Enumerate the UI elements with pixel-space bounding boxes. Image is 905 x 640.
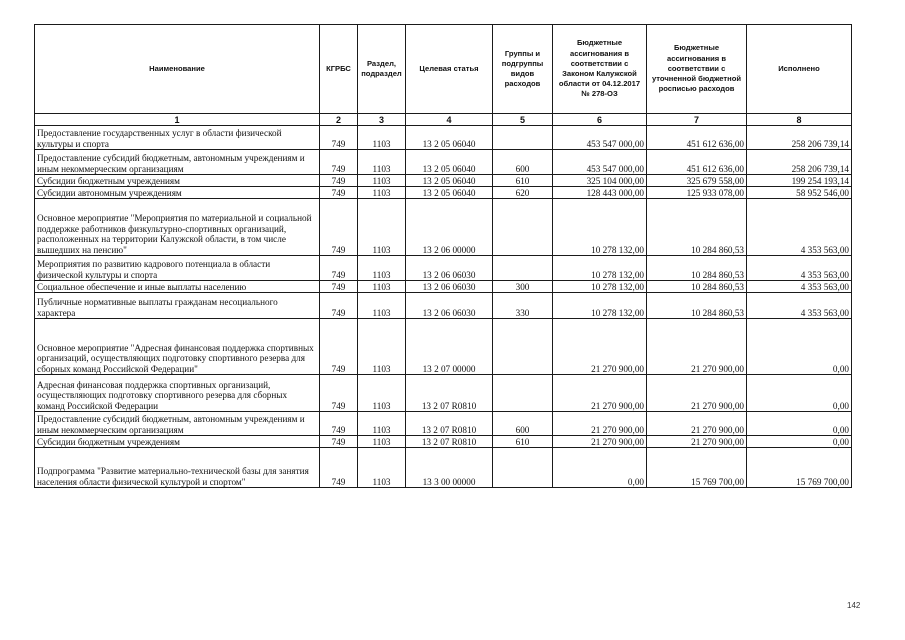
row-target-article: 13 2 06 06030 bbox=[406, 293, 493, 319]
column-number: 1 bbox=[35, 114, 320, 126]
table-row bbox=[35, 412, 852, 436]
row-section: 1103 bbox=[358, 319, 406, 375]
row-executed: 0,00 bbox=[747, 436, 852, 448]
row-executed: 4 353 563,00 bbox=[747, 281, 852, 293]
row-budget-law: 21 270 900,00 bbox=[553, 375, 647, 412]
table-row bbox=[35, 448, 852, 488]
row-expense-group: 610 bbox=[493, 436, 553, 448]
row-budget-law: 10 278 132,00 bbox=[553, 293, 647, 319]
row-budget-refined: 21 270 900,00 bbox=[647, 412, 747, 436]
row-target-article: 13 2 07 R0810 bbox=[406, 436, 493, 448]
row-executed: 4 353 563,00 bbox=[747, 256, 852, 281]
row-kgrbs: 749 bbox=[320, 436, 358, 448]
row-target-article: 13 3 00 00000 bbox=[406, 448, 493, 488]
row-kgrbs: 749 bbox=[320, 175, 358, 187]
row-section: 1103 bbox=[358, 256, 406, 281]
row-kgrbs: 749 bbox=[320, 293, 358, 319]
table-row bbox=[35, 126, 852, 150]
row-expense-group: 600 bbox=[493, 412, 553, 436]
row-kgrbs: 749 bbox=[320, 448, 358, 488]
row-budget-refined: 325 679 558,00 bbox=[647, 175, 747, 187]
table-row bbox=[35, 281, 852, 293]
row-budget-law: 21 270 900,00 bbox=[553, 412, 647, 436]
row-name: Основное мероприятие "Адресная финансовая поддержка спортивных организаций, осуществляющих подготовку спортивного резерва для сборных команд Российской Федерации" bbox=[35, 319, 320, 375]
header-target: Целевая статья bbox=[406, 25, 493, 114]
row-expense-group: 300 bbox=[493, 281, 553, 293]
row-name: Предоставление субсидий бюджетным, автономным учреждениям и иным некоммерческим организациям bbox=[35, 150, 320, 175]
table-row bbox=[35, 187, 852, 199]
header-budget-law: Бюджетные ассигнования в соответствии с Законом Калужской области от 04.12.2017 № 278-ОЗ bbox=[553, 25, 647, 114]
row-section: 1103 bbox=[358, 187, 406, 199]
column-number: 5 bbox=[493, 114, 553, 126]
row-target-article: 13 2 05 06040 bbox=[406, 175, 493, 187]
row-executed: 199 254 193,14 bbox=[747, 175, 852, 187]
row-target-article: 13 2 06 06030 bbox=[406, 256, 493, 281]
row-executed: 15 769 700,00 bbox=[747, 448, 852, 488]
row-name: Публичные нормативные выплаты гражданам несоциального характера bbox=[35, 293, 320, 319]
row-executed: 258 206 739,14 bbox=[747, 126, 852, 150]
row-name: Субсидии автономным учреждениям bbox=[35, 187, 320, 199]
row-section: 1103 bbox=[358, 199, 406, 256]
row-expense-group bbox=[493, 256, 553, 281]
row-target-article: 13 2 07 R0810 bbox=[406, 412, 493, 436]
row-target-article: 13 2 07 00000 bbox=[406, 319, 493, 375]
header-kgrbs: КГРБС bbox=[320, 25, 358, 114]
row-executed: 0,00 bbox=[747, 375, 852, 412]
row-name: Предоставление государственных услуг в области физической культуры и спорта bbox=[35, 126, 320, 150]
table-header-row bbox=[35, 25, 852, 114]
row-budget-law: 128 443 000,00 bbox=[553, 187, 647, 199]
row-name: Социальное обеспечение и иные выплаты населению bbox=[35, 281, 320, 293]
row-kgrbs: 749 bbox=[320, 375, 358, 412]
row-budget-refined: 125 933 078,00 bbox=[647, 187, 747, 199]
row-executed: 0,00 bbox=[747, 319, 852, 375]
row-name: Основное мероприятие "Мероприятия по материальной и социальной поддержке работников физкультурно-спортивных организаций, расположенных на территории Калужской области, в том числе вышедших на пенсию" bbox=[35, 199, 320, 256]
header-name: Наименование bbox=[35, 25, 320, 114]
row-expense-group: 610 bbox=[493, 175, 553, 187]
row-budget-refined: 21 270 900,00 bbox=[647, 319, 747, 375]
row-name: Подпрограмма "Развитие материально-технической базы для занятия населения области физической культурой и спортом" bbox=[35, 448, 320, 488]
table-row bbox=[35, 319, 852, 375]
row-executed: 4 353 563,00 bbox=[747, 293, 852, 319]
row-expense-group bbox=[493, 448, 553, 488]
row-section: 1103 bbox=[358, 150, 406, 175]
row-expense-group bbox=[493, 126, 553, 150]
column-number: 4 bbox=[406, 114, 493, 126]
table-row bbox=[35, 293, 852, 319]
header-budget-refined: Бюджетные ассигнования в соответствии с уточненной бюджетной росписью расходов bbox=[647, 25, 747, 114]
row-expense-group bbox=[493, 199, 553, 256]
row-budget-law: 10 278 132,00 bbox=[553, 256, 647, 281]
column-number: 6 bbox=[553, 114, 647, 126]
header-executed: Исполнено bbox=[747, 25, 852, 114]
row-section: 1103 bbox=[358, 126, 406, 150]
row-executed: 4 353 563,00 bbox=[747, 199, 852, 256]
column-number: 8 bbox=[747, 114, 852, 126]
row-budget-law: 10 278 132,00 bbox=[553, 281, 647, 293]
row-kgrbs: 749 bbox=[320, 412, 358, 436]
column-number: 3 bbox=[358, 114, 406, 126]
row-name: Мероприятия по развитию кадрового потенциала в области физической культуры и спорта bbox=[35, 256, 320, 281]
row-budget-refined: 451 612 636,00 bbox=[647, 126, 747, 150]
table-row bbox=[35, 150, 852, 175]
row-budget-law: 21 270 900,00 bbox=[553, 319, 647, 375]
row-budget-refined: 10 284 860,53 bbox=[647, 256, 747, 281]
row-budget-refined: 451 612 636,00 bbox=[647, 150, 747, 175]
row-budget-refined: 10 284 860,53 bbox=[647, 281, 747, 293]
row-target-article: 13 2 05 06040 bbox=[406, 150, 493, 175]
column-number-row bbox=[35, 114, 852, 126]
row-section: 1103 bbox=[358, 412, 406, 436]
row-target-article: 13 2 05 06040 bbox=[406, 187, 493, 199]
row-target-article: 13 2 06 00000 bbox=[406, 199, 493, 256]
row-kgrbs: 749 bbox=[320, 126, 358, 150]
table-row bbox=[35, 199, 852, 256]
row-budget-refined: 10 284 860,53 bbox=[647, 199, 747, 256]
row-expense-group: 330 bbox=[493, 293, 553, 319]
row-executed: 0,00 bbox=[747, 412, 852, 436]
table-row bbox=[35, 436, 852, 448]
row-section: 1103 bbox=[358, 436, 406, 448]
row-kgrbs: 749 bbox=[320, 187, 358, 199]
row-name: Субсидии бюджетным учреждениям bbox=[35, 436, 320, 448]
table-row bbox=[35, 256, 852, 281]
row-name: Предоставление субсидий бюджетным, автономным учреждениям и иным некоммерческим организациям bbox=[35, 412, 320, 436]
column-number: 2 bbox=[320, 114, 358, 126]
row-executed: 258 206 739,14 bbox=[747, 150, 852, 175]
budget-table bbox=[34, 24, 852, 488]
row-budget-refined: 10 284 860,53 bbox=[647, 293, 747, 319]
row-name: Адресная финансовая поддержка спортивных организаций, осуществляющих подготовку спортивного резерва для сборных команд Российской Федерации bbox=[35, 375, 320, 412]
table-body bbox=[35, 126, 852, 488]
page-number: 142 bbox=[847, 601, 861, 610]
row-expense-group: 620 bbox=[493, 187, 553, 199]
row-executed: 58 952 546,00 bbox=[747, 187, 852, 199]
header-expense-groups: Группы и подгруппы видов расходов bbox=[493, 25, 553, 114]
table-row bbox=[35, 375, 852, 412]
row-target-article: 13 2 06 06030 bbox=[406, 281, 493, 293]
row-kgrbs: 749 bbox=[320, 150, 358, 175]
table-row bbox=[35, 175, 852, 187]
row-name: Субсидии бюджетным учреждениям bbox=[35, 175, 320, 187]
row-expense-group bbox=[493, 375, 553, 412]
row-budget-law: 453 547 000,00 bbox=[553, 150, 647, 175]
row-expense-group bbox=[493, 319, 553, 375]
row-kgrbs: 749 bbox=[320, 319, 358, 375]
row-section: 1103 bbox=[358, 175, 406, 187]
row-kgrbs: 749 bbox=[320, 256, 358, 281]
header-section: Раздел, подраздел bbox=[358, 25, 406, 114]
row-target-article: 13 2 05 06040 bbox=[406, 126, 493, 150]
row-section: 1103 bbox=[358, 448, 406, 488]
column-number: 7 bbox=[647, 114, 747, 126]
row-budget-law: 453 547 000,00 bbox=[553, 126, 647, 150]
row-budget-law: 325 104 000,00 bbox=[553, 175, 647, 187]
row-budget-law: 10 278 132,00 bbox=[553, 199, 647, 256]
row-budget-refined: 21 270 900,00 bbox=[647, 436, 747, 448]
row-section: 1103 bbox=[358, 375, 406, 412]
row-budget-refined: 15 769 700,00 bbox=[647, 448, 747, 488]
row-budget-law: 0,00 bbox=[553, 448, 647, 488]
row-budget-law: 21 270 900,00 bbox=[553, 436, 647, 448]
row-section: 1103 bbox=[358, 281, 406, 293]
row-kgrbs: 749 bbox=[320, 199, 358, 256]
row-budget-refined: 21 270 900,00 bbox=[647, 375, 747, 412]
row-target-article: 13 2 07 R0810 bbox=[406, 375, 493, 412]
row-kgrbs: 749 bbox=[320, 281, 358, 293]
row-section: 1103 bbox=[358, 293, 406, 319]
row-expense-group: 600 bbox=[493, 150, 553, 175]
